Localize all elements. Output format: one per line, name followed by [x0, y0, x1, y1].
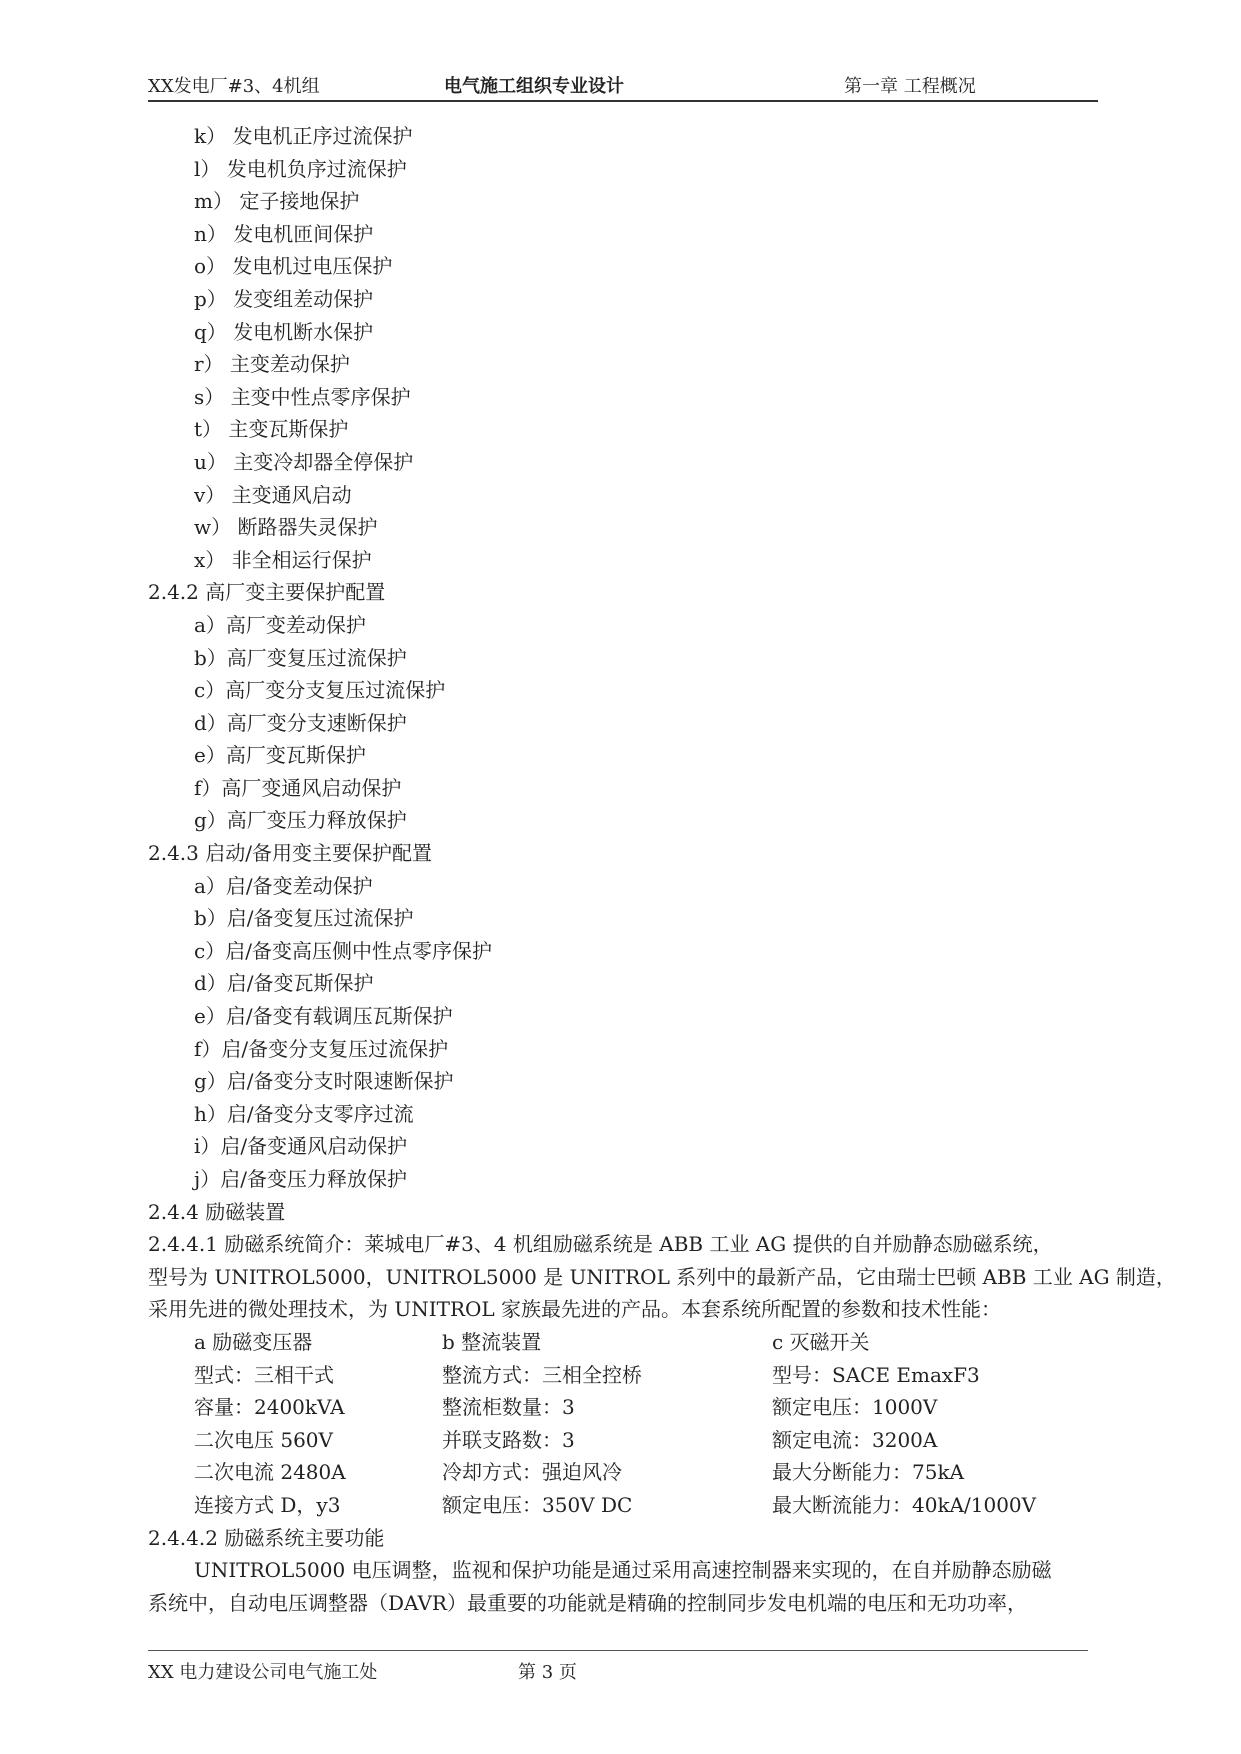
list-item: n） 发电机匝间保护 — [194, 221, 374, 246]
parameter-cell: 最大分断能力：75kA — [772, 1460, 965, 1485]
list-item: k） 发电机正序过流保护 — [194, 124, 413, 148]
header-left-text: XX发电厂#3、4机组 — [148, 76, 320, 97]
list-item: q） 发电机断水保护 — [194, 319, 374, 344]
section-heading: 2.4.4.2 励磁系统主要功能 — [148, 1525, 385, 1550]
list-item: c）高厂变分支复压过流保护 — [194, 678, 446, 703]
paragraph-line: UNITROL5000 电压调整，监视和保护功能是通过采用高速控制器来实现的，在自并励静态励磁 — [194, 1558, 1052, 1583]
header-chapter: 第一章 工程概况 — [844, 76, 976, 97]
list-item: j）启/备变压力释放保护 — [194, 1167, 407, 1191]
parameter-cell: 并联支路数：3 — [442, 1427, 575, 1452]
parameter-cell: 最大断流能力：40kA/1000V — [772, 1492, 1037, 1517]
parameter-row — [194, 1391, 1098, 1424]
parameter-row — [194, 1424, 1098, 1457]
list-item: u） 主变冷却器全停保护 — [194, 449, 414, 474]
page-body — [148, 120, 1176, 1619]
list-item: l） 发电机负序过流保护 — [194, 156, 407, 181]
list-item: h）启/备变分支零序过流 — [194, 1101, 414, 1126]
list-item: t） 主变瓦斯保护 — [194, 417, 349, 442]
parameter-cell: a 励磁变压器 — [194, 1329, 313, 1354]
parameter-cell: 二次电流 2480A — [194, 1460, 346, 1485]
list-item: d）启/备变瓦斯保护 — [194, 971, 374, 996]
footer-page-number: 第 3 页 — [518, 1662, 577, 1683]
parameter-cell: 连接方式 D，y3 — [194, 1492, 341, 1517]
parameter-cell: 二次电压 560V — [194, 1427, 333, 1452]
body-lines — [148, 120, 1176, 1326]
parameter-cell: c 灭磁开关 — [772, 1329, 870, 1354]
parameter-table — [194, 1326, 1098, 1522]
parameter-row — [194, 1489, 1098, 1522]
parameter-row — [194, 1359, 1098, 1392]
section-heading: 2.4.2 高厂变主要保护配置 — [148, 580, 386, 605]
section-heading: 2.4.4 励磁装置 — [148, 1199, 286, 1224]
parameter-cell: 额定电压：1000V — [772, 1395, 938, 1420]
list-item: f）高厂变通风启动保护 — [194, 775, 402, 800]
parameter-cell: 额定电压：350V DC — [442, 1492, 633, 1517]
parameter-cell: 额定电流：3200A — [772, 1427, 938, 1452]
parameter-cell: 整流方式：三相全控桥 — [442, 1362, 642, 1387]
list-item: b）启/备变复压过流保护 — [194, 906, 414, 931]
parameter-row — [194, 1326, 1098, 1359]
paragraph-line: 2.4.4.1 励磁系统简介：莱城电厂#3、4 机组励磁系统是 ABB 工业 AG 提供的自并励静态励磁系统， — [148, 1232, 1053, 1257]
list-item: a）启/备变差动保护 — [194, 873, 373, 898]
footer-company: XX 电力建设公司电气施工处 — [148, 1662, 378, 1683]
list-item: r） 主变差动保护 — [194, 352, 350, 377]
list-item: g）高厂变压力释放保护 — [194, 808, 407, 833]
list-item: p） 发变组差动保护 — [194, 286, 374, 311]
parameter-row — [194, 1456, 1098, 1489]
body-tail — [148, 1522, 1098, 1620]
page-header — [148, 70, 1098, 102]
list-item: s） 主变中性点零序保护 — [194, 384, 411, 409]
parameter-cell: 型号：SACE EmaxF3 — [772, 1362, 980, 1387]
paragraph-line: 系统中，自动电压调整器（DAVR）最重要的功能就是精确的控制同步发电机端的电压和无功功率， — [148, 1590, 1027, 1615]
parameter-cell: b 整流装置 — [442, 1329, 542, 1354]
parameter-cell: 整流柜数量：3 — [442, 1395, 575, 1420]
paragraph-line: 型号为 UNITROL5000，UNITROL5000 是 UNITROL 系列中的最新产品，它由瑞士巴顿 ABB 工业 AG 制造， — [148, 1264, 1176, 1289]
section-heading: 2.4.3 启动/备用变主要保护配置 — [148, 841, 432, 866]
list-item: m） 定子接地保护 — [194, 189, 360, 214]
list-item: f）启/备变分支复压过流保护 — [194, 1036, 449, 1061]
list-item: x） 非全相运行保护 — [194, 547, 372, 572]
parameter-cell: 容量：2400kVA — [194, 1395, 345, 1420]
parameter-cell: 型式：三相干式 — [194, 1362, 334, 1387]
list-item: e）高厂变瓦斯保护 — [194, 743, 366, 768]
list-item: v） 主变通风启动 — [194, 482, 352, 507]
list-item: w） 断路器失灵保护 — [194, 515, 378, 540]
list-item: e）启/备变有载调压瓦斯保护 — [194, 1004, 453, 1029]
footer-divider — [148, 1650, 1088, 1651]
list-item: d）高厂变分支速断保护 — [194, 710, 407, 735]
list-item: g）启/备变分支时限速断保护 — [194, 1069, 454, 1094]
parameter-cell: 冷却方式：强迫风冷 — [442, 1460, 622, 1485]
header-title: 电气施工组织专业设计 — [444, 76, 624, 97]
list-item: o） 发电机过电压保护 — [194, 254, 393, 279]
list-item: c）启/备变高压侧中性点零序保护 — [194, 938, 492, 963]
list-item: a）高厂变差动保护 — [194, 612, 366, 637]
list-item: i）启/备变通风启动保护 — [194, 1134, 408, 1159]
list-item: b）高厂变复压过流保护 — [194, 645, 407, 670]
paragraph-line: 采用先进的微处理技术，为 UNITROL 家族最先进的产品。本套系统所配置的参数和技术性能： — [148, 1297, 1002, 1322]
